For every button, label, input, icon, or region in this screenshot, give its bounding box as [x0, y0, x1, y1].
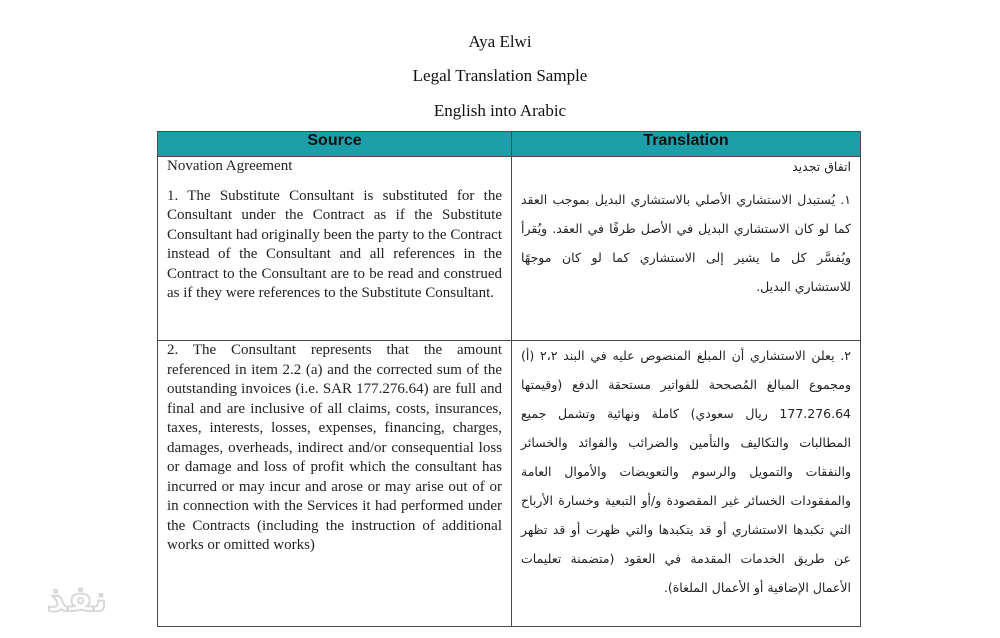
table-row: [158, 157, 861, 341]
source-cell: [158, 157, 512, 341]
watermark-logo: [20, 577, 135, 621]
translation-table: [157, 131, 861, 627]
translation-cell: [512, 341, 861, 627]
translation-column-header: Translation: [512, 132, 861, 157]
source-column-header: Source: [158, 132, 512, 157]
table-row: [158, 341, 861, 627]
document-subtitle: English into Arabic: [433, 101, 567, 120]
source-heading: Novation Agreement: [167, 158, 293, 174]
translation-heading: اتفاق تجديد: [792, 159, 851, 174]
document-title: Legal Translation Sample: [412, 66, 588, 85]
source-paragraph: 2. The Consultant represents that the amount referenced in item 2.2 (a) and the corrected sum of the outstanding invoices (i.e. SAR 177.276.64) are full and final and are inclusive of all claims, costs, insurances, taxes, interests, losses, expenses, financing, charges, damages, overheads, indirect and/or consequential loss or damage and loss of profit which the consultant has incurred or may incur and arose or may arise out of or in connection with the Services it had performed under the Contracts (including the instruction of additional works or omitted works): [167, 342, 502, 553]
translation-cell: [512, 157, 861, 341]
author-name: Aya Elwi: [468, 32, 532, 51]
translation-paragraph: ١. يُستبدل الاستشاري الأصلي بالاستشاري البديل بموجب العقد كما لو كان الاستشاري البديل في الأصل طرفًا في العقد. ويُقرأ ويُفسَّر كل ما يشير إلى الاستشاري كما لو كان موجهًا للاستشاري البديل.: [521, 192, 851, 294]
watermark-text: نفذ: [46, 579, 108, 620]
source-paragraph: 1. The Substitute Consultant is substituted for the Consultant under the Contract as if the Substitute Consultant had originally been the party to the Contract instead of the Consultant and all references in the Contract to the Consultant are to be read and construed as if they were references to the Substitute Consultant.: [167, 187, 502, 301]
table-header-row: [158, 132, 861, 157]
source-cell: [158, 341, 512, 627]
translation-paragraph: ٢. يعلن الاستشاري أن المبلغ المنصوص عليه في البند ٢،٢ (أ) ومجموع المبالغ المُصححة للفواتير مستحقة الدفع (وقيمتها 177.276.64 ريال سعودي) كاملة ونهائية وتشمل جميع المطالبات والتكاليف والتأمين والضرائب والفوائد والخسائر والنفقات والتمويل والرسوم والتعويضات والأموال العامة والمفقودات الخسائر غير المقصودة و/أو التبعية وخسارة الأرباح التي تكبدها الاستشاري أو قد يتكبدها والتي ظهرت أو قد تظهر عن طريق الخدمات المقدمة في العقود (متضمنة تعليمات الأعمال الإضافية أو الأعمال الملغاة).: [521, 348, 851, 595]
